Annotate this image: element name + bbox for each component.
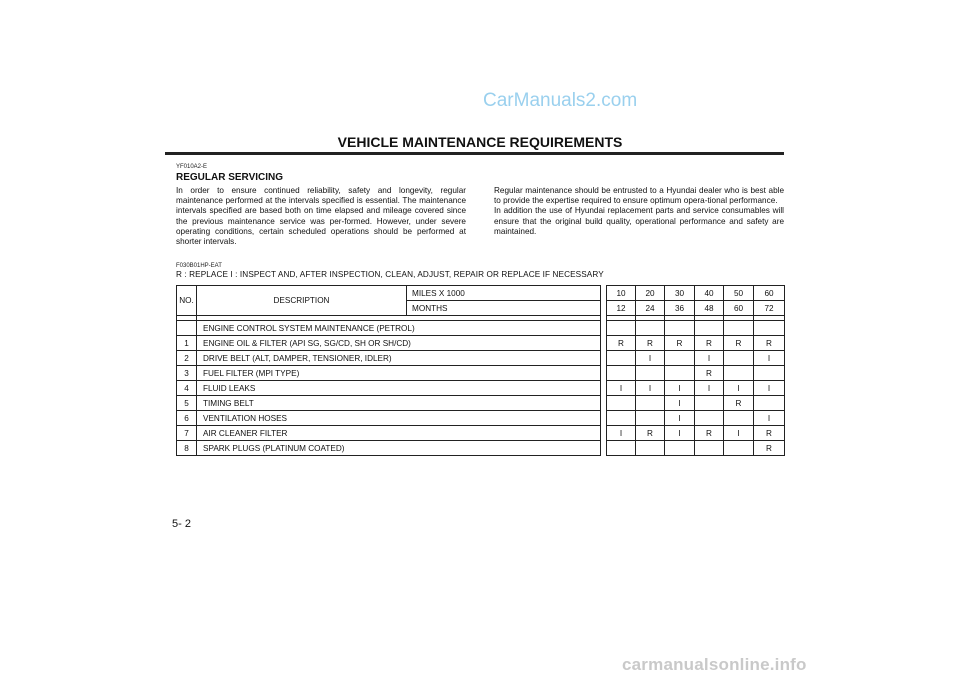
header-no: NO.: [177, 286, 197, 316]
header-miles-label: MILES X 1000: [407, 286, 601, 301]
page-number: 5- 2: [172, 518, 191, 530]
group-title-row: [177, 321, 785, 336]
row-description: TIMING BELT: [197, 396, 601, 411]
section-heading: REGULAR SERVICING: [176, 172, 284, 183]
row-description: DRIVE BELT (ALT, DAMPER, TENSIONER, IDLER): [197, 351, 601, 366]
header-miles-value: 50: [724, 286, 754, 301]
header-months-value: 24: [636, 301, 665, 316]
service-mark: [665, 441, 695, 456]
row-description: ENGINE OIL & FILTER (API SG, SG/CD, SH OR SH/CD): [197, 336, 601, 351]
header-months-value: 12: [607, 301, 636, 316]
intro-paragraph-right-2: In addition the use of Hyundai replacement parts and service consumables will ensure that the original build quality, operational performance and safety are maintained.: [494, 206, 784, 236]
row-number: 8: [177, 441, 197, 456]
service-mark: [607, 411, 636, 426]
table-row: [177, 441, 785, 456]
service-mark: [665, 366, 695, 381]
service-mark: I: [607, 426, 636, 441]
page-title: VEHICLE MAINTENANCE REQUIREMENTS: [337, 134, 623, 150]
row-number: 2: [177, 351, 197, 366]
service-mark: I: [695, 381, 724, 396]
title-divider: [165, 152, 784, 155]
header-miles-value: 20: [636, 286, 665, 301]
service-mark: [636, 366, 665, 381]
header-miles-value: 30: [665, 286, 695, 301]
service-mark: [724, 441, 754, 456]
service-mark: [754, 396, 785, 411]
service-mark: [636, 396, 665, 411]
service-mark: R: [754, 336, 785, 351]
table-row: [177, 426, 785, 441]
table-row: [177, 351, 785, 366]
site-watermark-bottom: carmanualsonline.info: [622, 655, 807, 674]
table-row: [177, 396, 785, 411]
service-mark: R: [636, 336, 665, 351]
row-description: AIR CLEANER FILTER: [197, 426, 601, 441]
service-mark: I: [754, 351, 785, 366]
service-mark: I: [724, 381, 754, 396]
service-mark: I: [724, 426, 754, 441]
row-description: SPARK PLUGS (PLATINUM COATED): [197, 441, 601, 456]
header-miles-value: 10: [607, 286, 636, 301]
intro-paragraph-right: [494, 186, 784, 237]
service-mark: [607, 441, 636, 456]
service-mark: R: [754, 441, 785, 456]
service-mark: R: [724, 396, 754, 411]
service-mark: I: [665, 426, 695, 441]
service-mark: [724, 366, 754, 381]
service-mark: R: [695, 426, 724, 441]
row-number: 6: [177, 411, 197, 426]
row-number: 3: [177, 366, 197, 381]
service-mark: [636, 411, 665, 426]
table-row: [177, 411, 785, 426]
service-mark: R: [724, 336, 754, 351]
header-months-value: 36: [665, 301, 695, 316]
service-mark: [695, 411, 724, 426]
intro-paragraph-left: In order to ensure continued reliability, safety and longevity, regular maintenance performed at the intervals specified is essential. The maintenance intervals specified are based both on time elapsed and mileage covered since the previous maintenance service was per-formed. However, under severe operating conditions, certain scheduled operations should be performed at shorter intervals.: [176, 186, 466, 247]
service-mark: I: [665, 411, 695, 426]
service-mark: I: [695, 351, 724, 366]
service-mark: I: [754, 411, 785, 426]
service-mark: I: [607, 381, 636, 396]
service-mark: I: [665, 396, 695, 411]
row-number: 5: [177, 396, 197, 411]
service-mark: [754, 366, 785, 381]
row-description: FUEL FILTER (MPI TYPE): [197, 366, 601, 381]
service-mark: [695, 441, 724, 456]
intro-paragraph-right-1: Regular maintenance should be entrusted to a Hyundai dealer who is best able to provide the expertise required to ensure optimum opera-tional performance.: [494, 186, 784, 206]
row-number: 1: [177, 336, 197, 351]
table-row: [177, 381, 785, 396]
header-months-value: 48: [695, 301, 724, 316]
table-row: [177, 366, 785, 381]
header-miles-value: 60: [754, 286, 785, 301]
service-mark: [724, 411, 754, 426]
header-description: DESCRIPTION: [197, 286, 407, 316]
service-mark: [607, 366, 636, 381]
service-mark: R: [636, 426, 665, 441]
service-mark: [607, 396, 636, 411]
header-months-value: 60: [724, 301, 754, 316]
header-months-value: 72: [754, 301, 785, 316]
table-row: [177, 336, 785, 351]
header-row-miles: [177, 286, 785, 301]
service-mark: I: [636, 351, 665, 366]
service-mark: R: [695, 336, 724, 351]
section-code: YF010A2-E: [176, 164, 208, 170]
maintenance-schedule-table: [176, 285, 785, 456]
service-mark: R: [695, 366, 724, 381]
header-miles-value: 40: [695, 286, 724, 301]
service-mark: I: [665, 381, 695, 396]
row-description: VENTILATION HOSES: [197, 411, 601, 426]
service-mark: R: [607, 336, 636, 351]
site-watermark-top: CarManuals2.com: [483, 90, 638, 111]
row-number: 4: [177, 381, 197, 396]
service-mark: I: [754, 381, 785, 396]
service-mark: [724, 351, 754, 366]
header-months-label: MONTHS: [407, 301, 601, 316]
service-mark: [665, 351, 695, 366]
schedule-legend: R : REPLACE I : INSPECT AND, AFTER INSPECTION, CLEAN, ADJUST, REPAIR OR REPLACE IF NECESSARY: [176, 270, 604, 279]
service-mark: R: [754, 426, 785, 441]
service-mark: I: [636, 381, 665, 396]
service-mark: R: [665, 336, 695, 351]
group-title: ENGINE CONTROL SYSTEM MAINTENANCE (PETROL): [197, 321, 601, 336]
row-description: FLUID LEAKS: [197, 381, 601, 396]
service-mark: [695, 396, 724, 411]
service-mark: [607, 351, 636, 366]
service-mark: [636, 441, 665, 456]
schedule-code: F030B01HP-EAT: [176, 263, 222, 269]
row-number: 7: [177, 426, 197, 441]
